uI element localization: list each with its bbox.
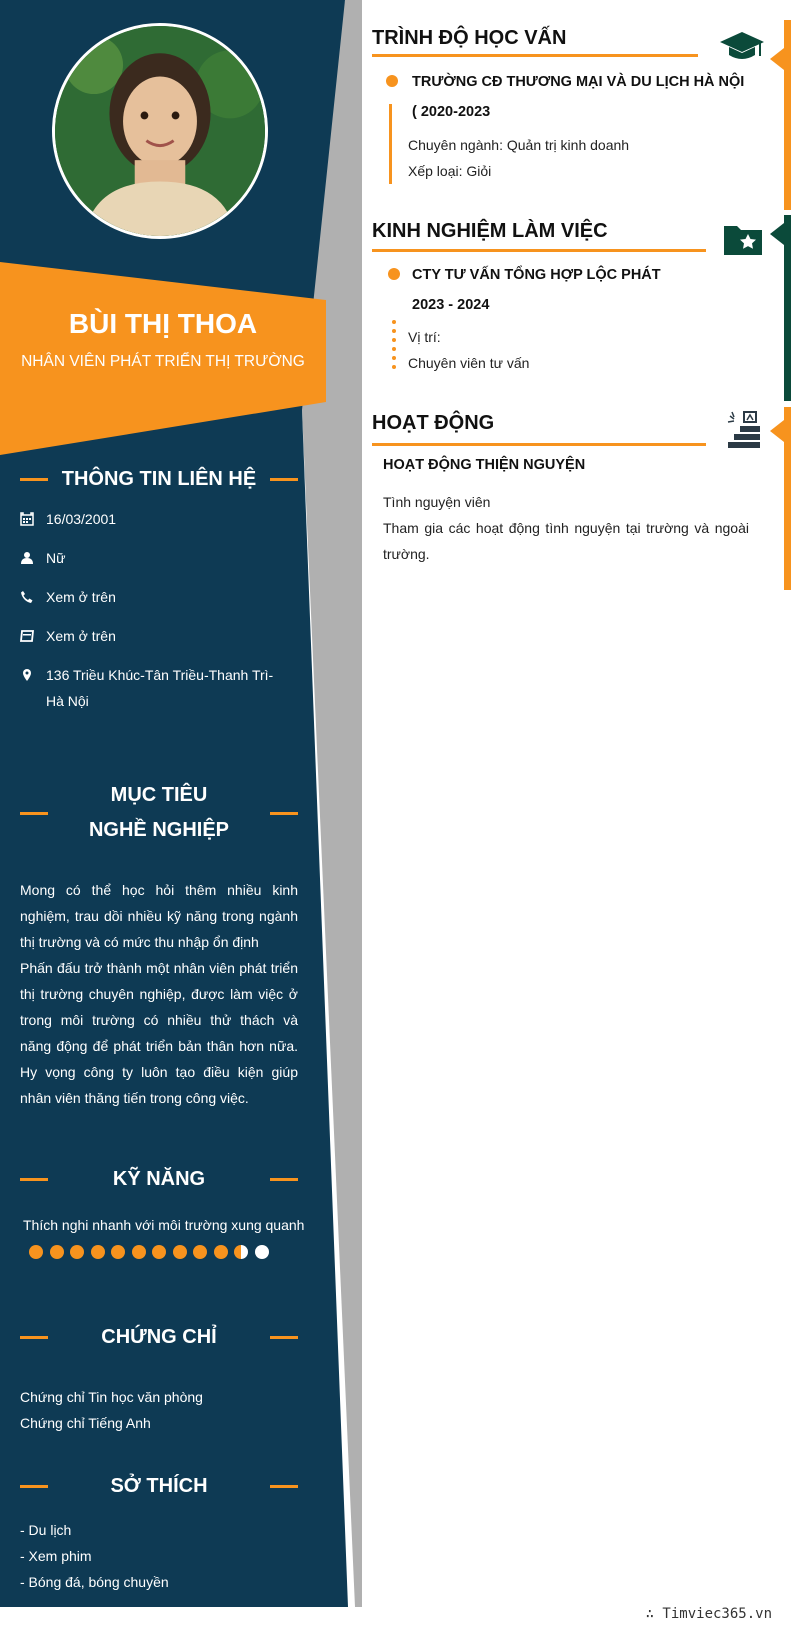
profile-photo [52, 23, 268, 239]
education-side-bar [784, 20, 791, 210]
certificate-item: Chứng chỉ Tin học văn phòng [20, 1389, 203, 1405]
activities-side-bar [784, 407, 791, 590]
contact-birthday: 16/03/2001 [20, 506, 300, 535]
calendar-icon [20, 506, 46, 535]
contact-gender: Nữ [20, 545, 300, 574]
phone-icon [20, 584, 46, 613]
education-major: Chuyên ngành: Quản trị kinh doanh [408, 137, 630, 153]
objective-heading: MỤC TIÊU NGHỀ NGHIỆP [20, 778, 298, 848]
activities-heading: HOẠT ĐỘNG [372, 412, 495, 434]
folder-star-icon [723, 222, 763, 261]
contact-email: Xem ở trên [20, 623, 300, 652]
skill-dot [111, 1245, 125, 1259]
contact-address: 136 Triều Khúc-Tân Triều-Thanh Trì-Hà Nội [20, 662, 300, 714]
skill-dot [173, 1245, 187, 1259]
experience-position-label: Vị trí: [408, 329, 441, 345]
contact-phone: Xem ở trên [20, 584, 300, 613]
education-period: ( 2020-2023 [412, 104, 491, 120]
education-school: TRƯỜNG CĐ THƯƠNG MẠI VÀ DU LỊCH HÀ NỘI [412, 74, 745, 90]
activity-icon [726, 410, 762, 453]
skill-dot [50, 1245, 64, 1259]
skill-dot [255, 1245, 269, 1259]
activity-role: Tình nguyện viên [383, 494, 491, 510]
experience-position: Chuyên viên tư vấn [408, 355, 530, 371]
skill-dot [70, 1245, 84, 1259]
skill-rating [29, 1245, 269, 1259]
skill-name: Thích nghi nhanh với môi trường xung quanh [23, 1217, 305, 1233]
activity-title: HOẠT ĐỘNG THIỆN NGUYỆN [383, 457, 586, 473]
user-icon [20, 545, 46, 574]
experience-heading: KINH NGHIỆM LÀM VIỆC [372, 220, 608, 242]
hobby-item: - Xem phim [20, 1548, 92, 1564]
education-side-arrow [770, 48, 784, 70]
certificates-heading: CHỨNG CHỈ [20, 1320, 298, 1355]
objective-text-1: Mong có thể học hỏi thêm nhiều kinh nghiệm, trau dồi nhiều kỹ năng trong ngành thị trường và có mức thu nhập ổn định [20, 882, 298, 950]
experience-period: 2023 - 2024 [412, 297, 490, 313]
hobby-item: - Du lịch [20, 1522, 72, 1538]
graduation-cap-icon [719, 30, 765, 69]
skill-dot [91, 1245, 105, 1259]
hobby-item: - Bóng đá, bóng chuyền [20, 1574, 169, 1590]
experience-underline [372, 249, 706, 252]
watermark: ∴ Timviec365.vn [645, 1606, 772, 1622]
experience-company: CTY TƯ VẤN TỔNG HỢP LỘC PHÁT [412, 267, 661, 283]
activity-description: Tham gia các hoạt động tình nguyện tại trường và ngoài trường. [383, 520, 749, 562]
email-icon [20, 623, 46, 652]
experience-timeline [392, 320, 396, 374]
candidate-title: NHÂN VIÊN PHÁT TRIỂN THỊ TRƯỜNG [21, 353, 305, 370]
contact-heading: THÔNG TIN LIÊN HỆ [20, 462, 298, 497]
education-underline [372, 54, 698, 57]
skill-dot [193, 1245, 207, 1259]
education-timeline [389, 104, 392, 184]
skill-dot [214, 1245, 228, 1259]
experience-bullet [388, 268, 400, 280]
experience-side-bar [784, 215, 791, 401]
location-icon [20, 662, 46, 714]
education-bullet [386, 75, 398, 87]
activities-underline [372, 443, 706, 446]
objective-text-2: Phấn đấu trở thành một nhân viên phát triển thị trường chuyên nghiệp, được làm việc ở trong môi trường có nhiều thử thách và năng động để phát triển bản thân hơn nữa. Hy vọng công ty luôn tạo điều kiện giúp nhân viên thăng tiến trong công việc. [20, 960, 298, 1106]
hobbies-heading: SỞ THÍCH [20, 1469, 298, 1504]
skills-heading: KỸ NĂNG [20, 1162, 298, 1197]
education-heading: TRÌNH ĐỘ HỌC VẤN [372, 27, 567, 49]
activities-side-arrow [770, 420, 784, 442]
skill-dot [234, 1245, 248, 1259]
education-grade: Xếp loại: Giỏi [408, 163, 492, 179]
certificate-item: Chứng chỉ Tiếng Anh [20, 1415, 151, 1431]
skill-dot [152, 1245, 166, 1259]
skill-dot [132, 1245, 146, 1259]
experience-side-arrow [770, 223, 784, 245]
skill-dot [29, 1245, 43, 1259]
candidate-name: BÙI THỊ THOA [68, 308, 258, 339]
